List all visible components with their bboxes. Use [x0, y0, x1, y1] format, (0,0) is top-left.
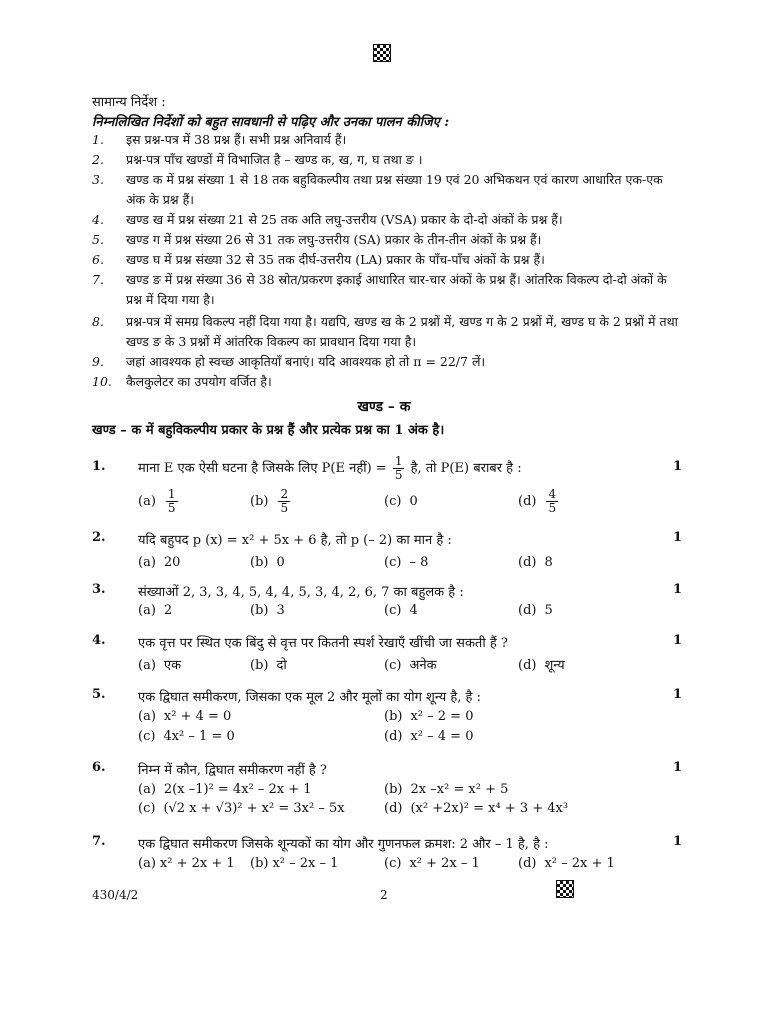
- general-instructions-title: सामान्य निर्देश :: [92, 95, 166, 110]
- option-b: (b) 2x –x² = x² + 5: [384, 782, 509, 797]
- option-d: (d) शून्य: [518, 658, 565, 673]
- option-a: (a) एक: [138, 658, 182, 673]
- option-a: (a) 2(x –1)² = 4x² – 2x + 1: [138, 782, 312, 797]
- option-b: (b) x² – 2 = 0: [384, 709, 474, 724]
- option-a: (a) $\frac{1}{5}$: [138, 487, 176, 515]
- option-c: (c) (√2 x + √3)² + x² = 3x² – 5x: [138, 801, 345, 816]
- option-c: (c) 4: [384, 603, 418, 618]
- option-b: (b) 0: [250, 555, 285, 570]
- option-d: (d) 8: [518, 555, 553, 570]
- option-b: (b) $\frac{2}{5}$: [250, 487, 289, 515]
- qr-code-icon: [556, 880, 574, 898]
- general-instructions-subtitle: निम्नलिखित निर्देशों को बहुत सावधानी से पढ़िए और उनका पालन कीजिए :: [92, 115, 450, 130]
- section-title: खण्ड – क: [357, 399, 411, 415]
- qr-code-icon: [373, 44, 391, 62]
- option-b: (b) x² – 2x – 1: [250, 856, 339, 871]
- option-a: (a) x² + 2x + 1: [138, 856, 235, 871]
- option-d: (d) $\frac{4}{5}$: [518, 487, 557, 515]
- page-number: 2: [380, 888, 388, 902]
- option-d: (d) x² – 2x + 1: [518, 856, 615, 871]
- option-c: (c) x² + 2x – 1: [384, 856, 480, 871]
- option-c: (c) 4x² – 1 = 0: [138, 729, 235, 744]
- option-d: (d) 5: [518, 603, 553, 618]
- option-a: (a) 2: [138, 603, 173, 618]
- option-c: (c) अनेक: [384, 658, 437, 673]
- option-b: (b) 3: [250, 603, 285, 618]
- option-c: (c) – 8: [384, 555, 429, 570]
- option-a: (a) x² + 4 = 0: [138, 709, 232, 724]
- section-note: खण्ड – क में बहुविकल्पीय प्रकार के प्रश्न हैं और प्रत्येक प्रश्न का 1 अंक है।: [92, 423, 445, 438]
- paper-code: 430/4/2: [92, 888, 139, 902]
- option-c: (c) 0: [384, 494, 418, 509]
- question-1: 1. माना E एक ऐसी घटना है जिसके लिए P(E नहीं) = $\frac{1}{5}$ है, तो P(E) बराबर है : 1: [92, 454, 682, 482]
- option-a: (a) 20: [138, 555, 181, 570]
- fraction: $\frac{1}{5}$: [394, 454, 403, 482]
- option-d: (d) (x² +2x)² = x⁴ + 3 + 4x³: [384, 801, 569, 816]
- option-d: (d) x² – 4 = 0: [384, 729, 474, 744]
- option-b: (b) दो: [250, 658, 287, 673]
